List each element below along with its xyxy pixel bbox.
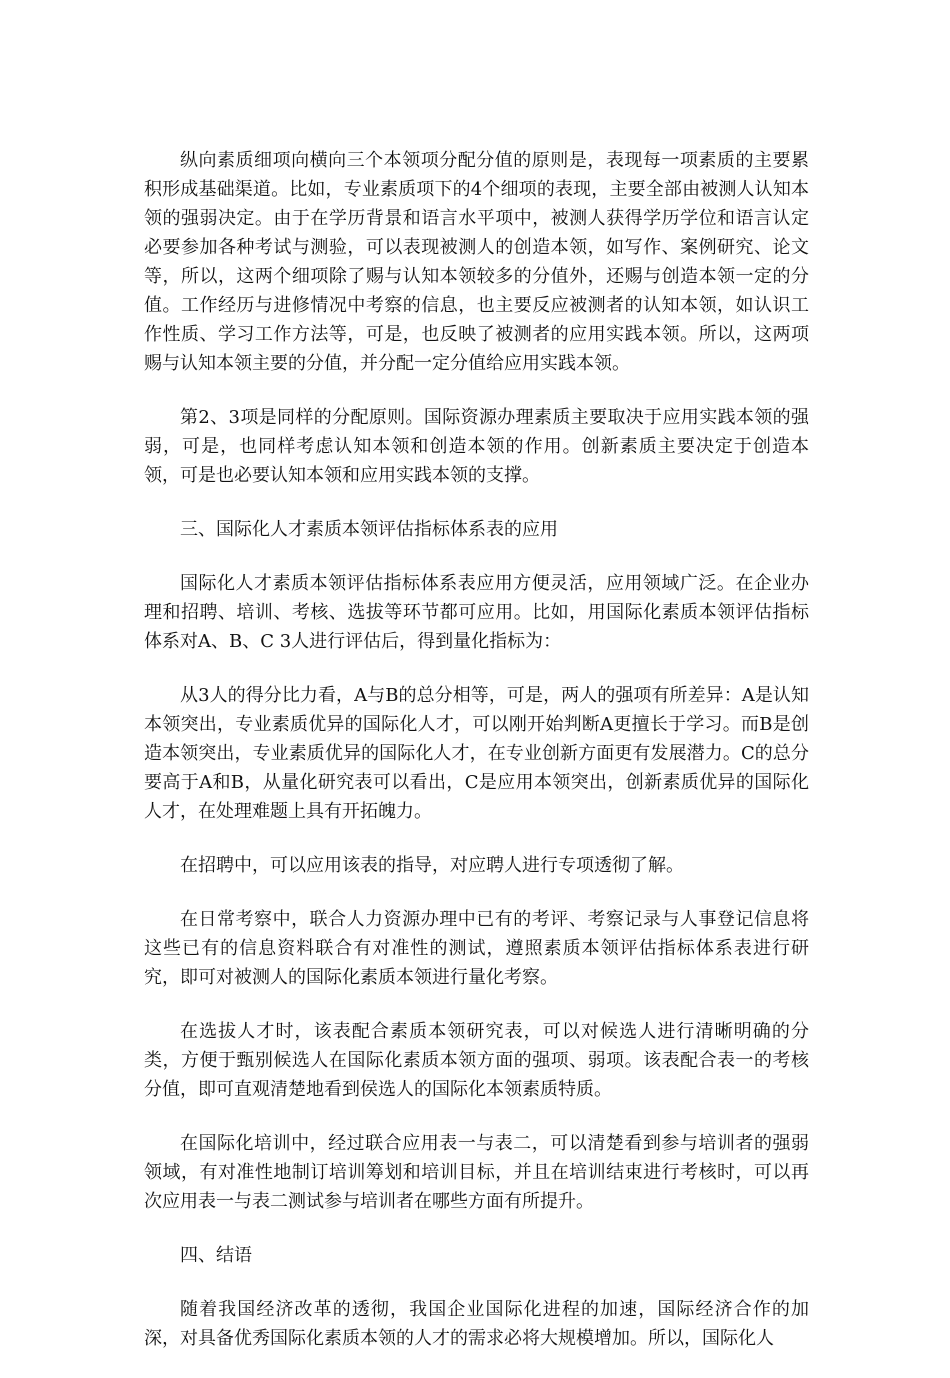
document-body <box>144 146 809 1378</box>
paragraph-daily-assessment: 在日常考察中，联合人力资源办理中已有的考评、考察记录与人事登记信息将这些已有的信息资料联合有对准性的测试，遵照素质本领评估指标体系表进行研究，即可对被测人的国际化素质本领进行量化考察。 <box>144 909 809 988</box>
section-heading-4: 四、结语 <box>180 1245 252 1266</box>
paragraph-talent-selection: 在选拔人才时，该表配合素质本领研究表，可以对候选人进行清晰明确的分类，方便于甄别候选人在国际化素质本领方面的强项、弱项。该表配合表一的考核分值，即可直观清楚地看到侯选人的国际化本领素质特质。 <box>144 1021 809 1100</box>
paragraph-score-allocation-principle: 纵向素质细项向横向三个本领项分配分值的原则是，表现每一项素质的主要累积形成基础渠道。比如，专业素质项下的4个细项的表现，主要全部由被测人认知本领的强弱决定。由于在学历背景和语言水平项中，被测人获得学历学位和语言认定必要参加各种考试与测验，可以表现被测人的创造本领，如写作、案例研究、论文等，所以，这两个细项除了赐与认知本领较多的分值外，还赐与创造本领一定的分值。工作经历与进修情况中考察的信息，也主要反应被测者的认知本领，如认识工作性质、学习工作方法等，可是，也反映了被测者的应用实践本领。所以，这两项赐与认知本领主要的分值，并分配一定分值给应用实践本领。 <box>144 150 809 374</box>
paragraph-application-overview: 国际化人才素质本领评估指标体系表应用方便灵活，应用领域广泛。在企业办理和招聘、培训、考核、选拔等环节都可应用。比如，用国际化素质本领评估指标体系对A、B、C 3人进行评估后，得到量化指标为： <box>144 573 809 652</box>
paragraph-recruitment: 在招聘中，可以应用该表的指导，对应聘人进行专项透彻了解。 <box>180 855 684 876</box>
paragraph-score-comparison: 从3人的得分比力看，A与B的总分相等，可是，两人的强项有所差异：A是认知本领突出，专业素质优异的国际化人才，可以刚开始判断A更擅长于学习。而B是创造本领突出，专业素质优异的国际化人才，在专业创新方面更有发展潜力。C的总分要高于A和B，从量化研究表可以看出，C是应用本领突出，创新素质优异的国际化人才，在处理难题上具有开拓魄力。 <box>144 685 809 822</box>
paragraph-items-2-3-principle: 第2、3项是同样的分配原则。国际资源办理素质主要取决于应用实践本领的强弱，可是，也同样考虑认知本领和创造本领的作用。创新素质主要决定于创造本领，可是也必要认知本领和应用实践本领的支撑。 <box>144 407 809 486</box>
paragraph-conclusion: 随着我国经济改革的透彻，我国企业国际化进程的加速，国际经济合作的加深，对具备优秀国际化素质本领的人才的需求必将大规模增加。所以，国际化人 <box>144 1299 809 1349</box>
paragraph-training: 在国际化培训中，经过联合应用表一与表二，可以清楚看到参与培训者的强弱领域，有对准性地制订培训筹划和培训目标，并且在培训结束进行考核时，可以再次应用表一与表二测试参与培训者在哪些方面有所提升。 <box>144 1133 809 1212</box>
section-heading-3: 三、国际化人才素质本领评估指标体系表的应用 <box>180 519 558 540</box>
